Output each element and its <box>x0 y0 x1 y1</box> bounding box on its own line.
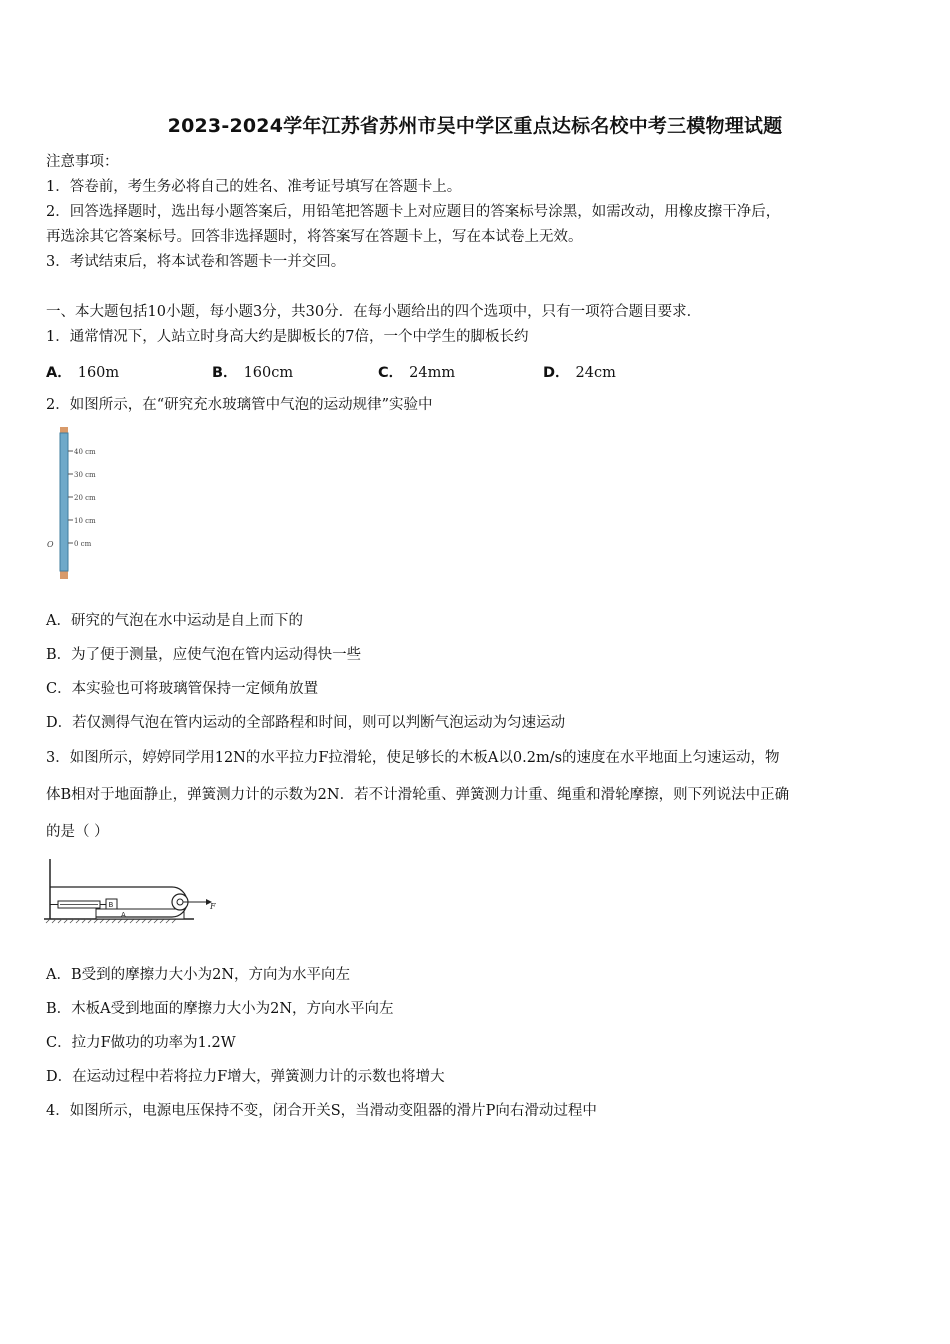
q1-option-d-label: D． <box>543 365 570 381</box>
section-heading: 一、本大题包括10小题，每小题3分，共30分．在每小题给出的四个选项中，只有一项符合题目要求． <box>46 304 702 320</box>
q2-option-d: D．若仅测得气泡在管内运动的全部路程和时间，则可以判断气泡运动为匀速运动 <box>46 715 566 731</box>
q1-option-b-text: 160cm <box>243 365 294 381</box>
q1-stem: 1．通常情况下，人站立时身高大约是脚板长的7倍，一个中学生的脚板长约 <box>46 329 529 345</box>
origin-label: O <box>47 540 54 549</box>
q3-stem-line-1: 3．如图所示，婷婷同学用12N的水平拉力F拉滑轮，使足够长的木板A以0.2m/s的速度在水平地面上匀速运动，物 <box>46 750 780 766</box>
force-label: F <box>210 902 216 911</box>
page-title: 2023-2024学年江苏省苏州市吴中学区重点达标名校中考三模物理试题 <box>167 115 783 137</box>
notice-item-2: 2．回答选择题时，选出每小题答案后，用铅笔把答题卡上对应题目的答案标号涂黑，如需改动，用橡皮擦干净后， <box>46 204 781 220</box>
q1-option-a-text: 160m <box>77 365 120 381</box>
tick-label-0: 0 cm <box>74 540 92 548</box>
q2-option-c: C．本实验也可将玻璃管保持一定倾角放置 <box>46 681 319 697</box>
notice-item-1: 1．答卷前，考生务必将自己的姓名、准考证号填写在答题卡上。 <box>46 179 462 195</box>
tube-body <box>60 433 68 571</box>
q1-option-a <box>46 361 119 382</box>
notice-item-3: 3．考试结束后，将本试卷和答题卡一并交回。 <box>46 254 346 270</box>
q1-option-c <box>378 361 455 382</box>
tube-bottom-cap <box>60 571 68 579</box>
q1-option-d-text: 24cm <box>575 365 616 381</box>
q1-option-c-text: 24mm <box>409 365 456 381</box>
notice-item-2-cont: 再选涂其它答案标号。回答非选择题时，将答案写在答题卡上，写在本试卷上无效。 <box>46 229 583 245</box>
q2-option-b: B．为了便于测量，应使气泡在管内运动得快一些 <box>46 647 362 663</box>
q3-option-d: D．在运动过程中若将拉力F增大，弹簧测力计的示数也将增大 <box>46 1069 445 1085</box>
q3-option-a: A．B受到的摩擦力大小为2N，方向为水平向左 <box>46 967 351 983</box>
q3-pulley-figure <box>44 857 224 927</box>
tick-label-40: 40 cm <box>74 448 96 456</box>
q3-option-b: B．木板A受到地面的摩擦力大小为2N，方向水平向左 <box>46 1001 394 1017</box>
q3-option-c: C．拉力F做功的功率为1.2W <box>46 1035 236 1051</box>
tube-top-cap <box>60 427 68 433</box>
q4-stem: 4．如图所示，电源电压保持不变，闭合开关S，当滑动变阻器的滑片P向右滑动过程中 <box>46 1103 597 1119</box>
q1-option-a-label: A． <box>46 365 72 381</box>
notice-heading: 注意事项： <box>46 154 119 170</box>
tick-label-20: 20 cm <box>74 494 96 502</box>
q1-option-b-label: B． <box>212 365 238 381</box>
q2-stem: 2．如图所示，在“研究充水玻璃管中气泡的运动规律”实验中 <box>46 397 433 413</box>
q1-option-b <box>212 361 293 382</box>
q3-stem-line-2: 体B相对于地面静止，弹簧测力计的示数为2N．若不计滑轮重、弹簧测力计重、绳重和滑轮摩擦，则下列说法中正确 <box>46 787 790 803</box>
q3-stem-line-3: 的是（ ） <box>46 824 109 840</box>
q2-glass-tube-figure <box>44 425 124 585</box>
q1-option-d <box>543 361 616 382</box>
tick-label-10: 10 cm <box>74 517 96 525</box>
block-b-label: B <box>108 901 114 909</box>
board-a-label: A <box>121 911 126 919</box>
q2-option-a: A．研究的气泡在水中运动是自上而下的 <box>46 613 303 629</box>
tick-label-30: 30 cm <box>74 471 96 479</box>
q1-option-c-label: C． <box>378 365 404 381</box>
